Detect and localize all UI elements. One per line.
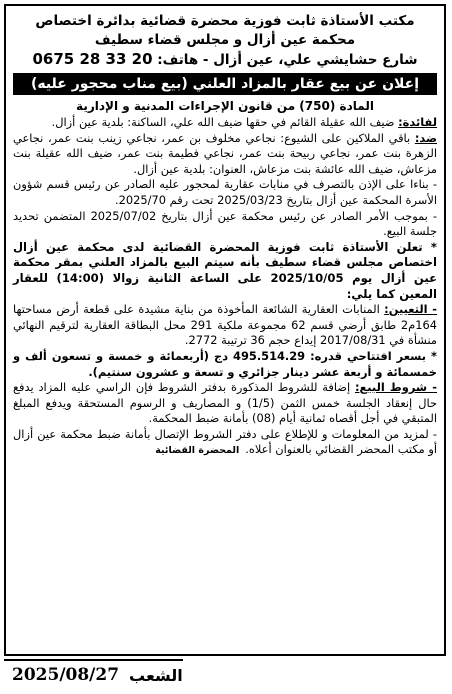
against-paragraph xyxy=(13,131,437,178)
order-paragraph: - بموجب الأمر الصادر عن رئيس محكمة عين أزال بتاريخ 2025/07/02 المتضمن تحديد جلسة البيع. xyxy=(13,208,438,239)
office-line-1: مكتب الأستاذة ثابت فوزية محضرة قضائية بدائرة اختصاص xyxy=(35,13,415,29)
footer-box xyxy=(4,659,183,689)
office-line-2: محكمة عين أزال و مجلس قضاء سطيف xyxy=(94,32,356,48)
office-address-line xyxy=(13,50,437,70)
sale-conditions-label: - شروط البيع: xyxy=(354,380,437,395)
announcement-body xyxy=(13,115,437,459)
opening-price-paragraph: * بسعر افتتاحي قدره: 495.514.29 دج (أربعمائة و خمسة و تسعون ألف و خمسمائة و أربعة عشر دينار جزائري و تسعة و عشرون سنتيم). xyxy=(13,348,438,379)
beneficiary-text: ضيف الله عقيلة القائم في حقها ضيف الله علي، الساكنة: بلدية عين أزال. xyxy=(51,115,399,129)
more-info-text: - لمزيد من المعلومات و للإطلاع على دفتر الشروط الإتصال بأمانة ضبط محكمة عين أزال أو مكتب المحضر القضائي بالعنوان أعلاه. xyxy=(13,426,437,457)
announcement-frame xyxy=(4,4,446,656)
publication-date: 2025/08/27 xyxy=(12,665,120,685)
more-info-paragraph xyxy=(13,427,437,459)
office-phone: 0675 28 33 20 xyxy=(32,50,153,68)
designation-label: - التعيين: xyxy=(384,302,437,317)
office-address: شارع حشايشي علي، عين أزال - هاتف: xyxy=(157,52,418,68)
law-article-reference: المادة (750) من قانون الإجراءات المدنية و الإدارية xyxy=(76,99,374,113)
newspaper-name: الشعب xyxy=(129,665,183,685)
designation-text: المنابات العقارية الشائعة المأخوذة من بناية مشيدة على قطعة أرض مساحتها 164م2 طابق أرضي قسم 62 مجموعة ملكية 291 محل البطاقة العقارية لترقيم النهائي منشأة في 2017/08/31 إيداع حجم 36 ترتيبة 2772. xyxy=(13,302,437,348)
office-header xyxy=(13,12,437,70)
against-text: باقي الملاكين على الشيوع: نجاعي مخلوف بن عمر، نجاعي زينب بنت عمر، نجاعي الزهرة بنت عمر، نجاعي ربيحة بنت عمر، نجاعي فطيمة بنت عمر، ضيف الله عقيلة بنت مزعاش، ضيف الله عائشة بنت مزعاش، العنوان: بلدية عين أزال. xyxy=(13,130,437,176)
against-label: ضد: xyxy=(414,130,437,145)
bailiff-signature: المحضرة القضائية xyxy=(155,445,240,457)
sale-conditions-paragraph xyxy=(13,380,437,427)
sale-announcement-paragraph: * تعلن الأستاذة ثابت فوزية المحضرة القضائية لدى محكمة عين أزال اختصاص مجلس قضاء سطيف بأنه سيتم البيع بالمزاد العلني بمقر محكمة عين أزال يوم 2025/10/05 على الساعة الثانية زوالا (14:00) للعقار المعين كما يلي: xyxy=(13,239,438,301)
announcement-title-banner: إعلان عن بيع عقار بالمزاد العلني (بيع مناب محجور عليه) xyxy=(13,73,437,95)
newspaper-footer xyxy=(4,658,446,690)
authorization-paragraph: - بناءا على الإذن بالتصرف في منابات عقارية لمحجور عليه الصادر عن رئيس قسم شؤون الأسرة المحكمة عين أزال بتاريخ 2025/03/23 تحت رقم 2025/70. xyxy=(13,177,437,207)
sale-conditions-text: إضافة للشروط المذكورة بدفتر الشروط فإن الراسي عليه المزاد يدفع حال إنعقاد الجلسة خمس الثمن (1/5) و المصاريف و الرسوم المستحقة ويدفع المبلغ المتبقي في أجل أقصاه ثمانية أيام (08) بأمانة ضبط المحكمة. xyxy=(13,380,437,426)
beneficiary-label: لفائدة: xyxy=(398,115,437,129)
designation-paragraph xyxy=(13,302,437,349)
beneficiary-paragraph xyxy=(13,115,437,131)
